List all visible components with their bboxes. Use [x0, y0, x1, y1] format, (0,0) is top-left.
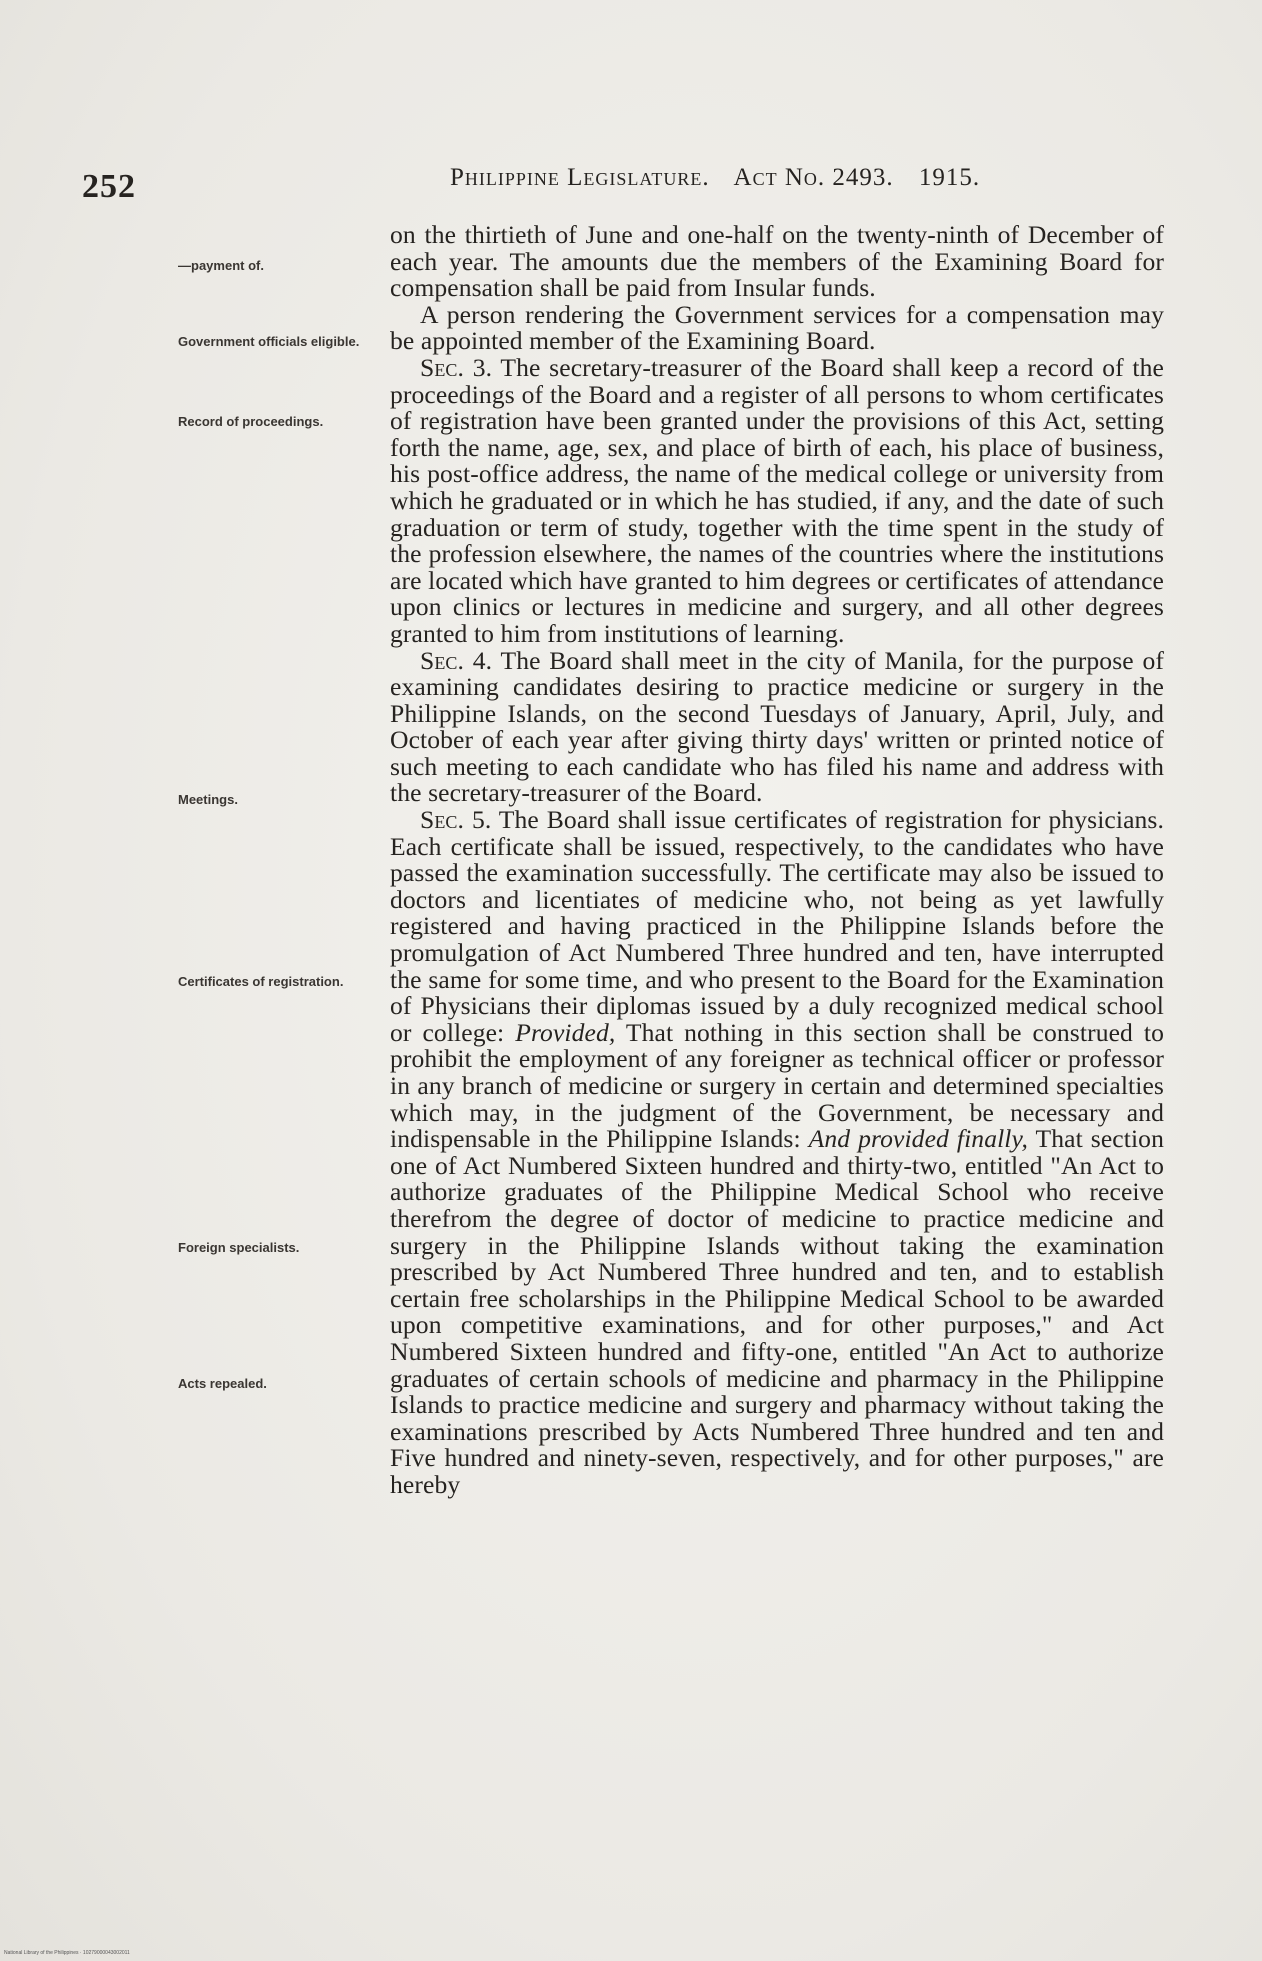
paragraph-section-5	[390, 807, 1164, 1498]
paragraph-government-services: A person rendering the Government services for a compensation may be appointed member of the Examining Board.	[390, 299, 1164, 356]
section-label: Sec.	[420, 352, 465, 382]
running-head	[450, 164, 1150, 192]
body-text	[390, 222, 1164, 1499]
section-4-text: 4. The Board shall meet in the city of Manila, for the purpose of examining candidates desiring to practice medicine or surgery in the Philippine Islands, on the second Tuesdays of January, April, July, and October of each year after giving thirty days' written or printed notice of such meeting to each candidate who has filed his name and address with the secretary-treasurer of the Board.	[390, 645, 1164, 808]
sidenote-certificates: Certificates of registration.	[178, 974, 344, 989]
sidenote-meetings: Meetings.	[178, 792, 238, 807]
scan-footer: National Library of the Philippines · 10279000043002011	[4, 1950, 130, 1956]
proviso-provided: Provided,	[515, 1017, 616, 1047]
sidenote-record-of-proceedings: Record of proceedings.	[178, 414, 324, 429]
year: 1915.	[918, 164, 981, 191]
sidenote-foreign-specialists: Foreign specialists.	[178, 1240, 300, 1255]
section-5-text-c: That section one of Act Numbered Sixteen hundred and thirty-two, entitled "An Act to authorize graduates of the Philippine Medical School who receive therefrom the degree of doctor of medicine to practice medicine and surgery in the Philippine Islands without taking the examination prescribed by Act Numbered Three hundred and ten, and to establish certain free scholarships in the Philippine Medical School to be awarded upon competitive examinations, and for other purposes," and Act Numbered Sixteen hundred and fifty-one, entitled "An Act to authorize graduates of certain schools of medicine and pharmacy in the Philippine Islands to practice medicine and surgery and pharmacy without taking the examinations prescribed by Acts Numbered Three hundred and ten and Five hundred and ninety-seven, respectively, and for other purposes," are hereby	[390, 1124, 1164, 1499]
section-5-text-b: That nothing in this section shall be construed to prohibit the employment of any foreigner as technical officer or professor in any branch of medicine or surgery in certain and determined specialties which may, in the judgment of the Government, be necessary and indispensable in the Philippine Islands:	[390, 1017, 1164, 1154]
paragraph-section-3	[390, 352, 1164, 648]
section-label: Sec.	[420, 805, 465, 835]
sidenote-government-officials: Government officials eligible.	[178, 334, 360, 349]
paragraph-section-4	[390, 645, 1164, 808]
paragraph-compensation: on the thirtieth of June and one-half on the twenty-ninth of December of each year. The amounts due the members of the Examining Board for compensation shall be paid from Insular funds.	[390, 220, 1164, 303]
act-number: Act No. 2493.	[733, 164, 894, 191]
section-5-text-a: 5. The Board shall issue certificates of registration for physicians. Each certificate shall be issued, respectively, to the candidates who have passed the examination successfully. The certificate may also be issued to doctors and licentiates of medicine who, not being as yet lawfully registered and having practiced in the Philippine Islands before the promulgation of Act Numbered Three hundred and ten, have interrupted the same for some time, and who present to the Board for the Examination of Physicians their diplomas issued by a duly recognized medical school or college:	[390, 805, 1164, 1047]
page-number: 252	[82, 168, 136, 205]
sidenote-payment: —payment of.	[178, 258, 264, 273]
section-label: Sec.	[420, 645, 465, 675]
sidenote-acts-repealed: Acts repealed.	[178, 1376, 267, 1391]
proviso-provided-finally: And provided finally,	[808, 1124, 1029, 1154]
running-title: Philippine Legislature.	[450, 164, 710, 191]
section-3-text: 3. The secretary-treasurer of the Board shall keep a record of the proceedings of the Board and a register of all persons to whom certificates of registration have been granted under the provisions of this Act, setting forth the name, age, sex, and place of birth of each, his place of business, his post-office address, the name of the medical college or university from which he graduated or in which he has studied, if any, and the date of such graduation or term of study, together with the time spent in the study of the profession elsewhere, the names of the countries where the institutions are located which have granted to him degrees or certificates of attendance upon clinics or lectures in medicine and surgery, and all other degrees granted to him from institutions of learning.	[390, 352, 1164, 648]
